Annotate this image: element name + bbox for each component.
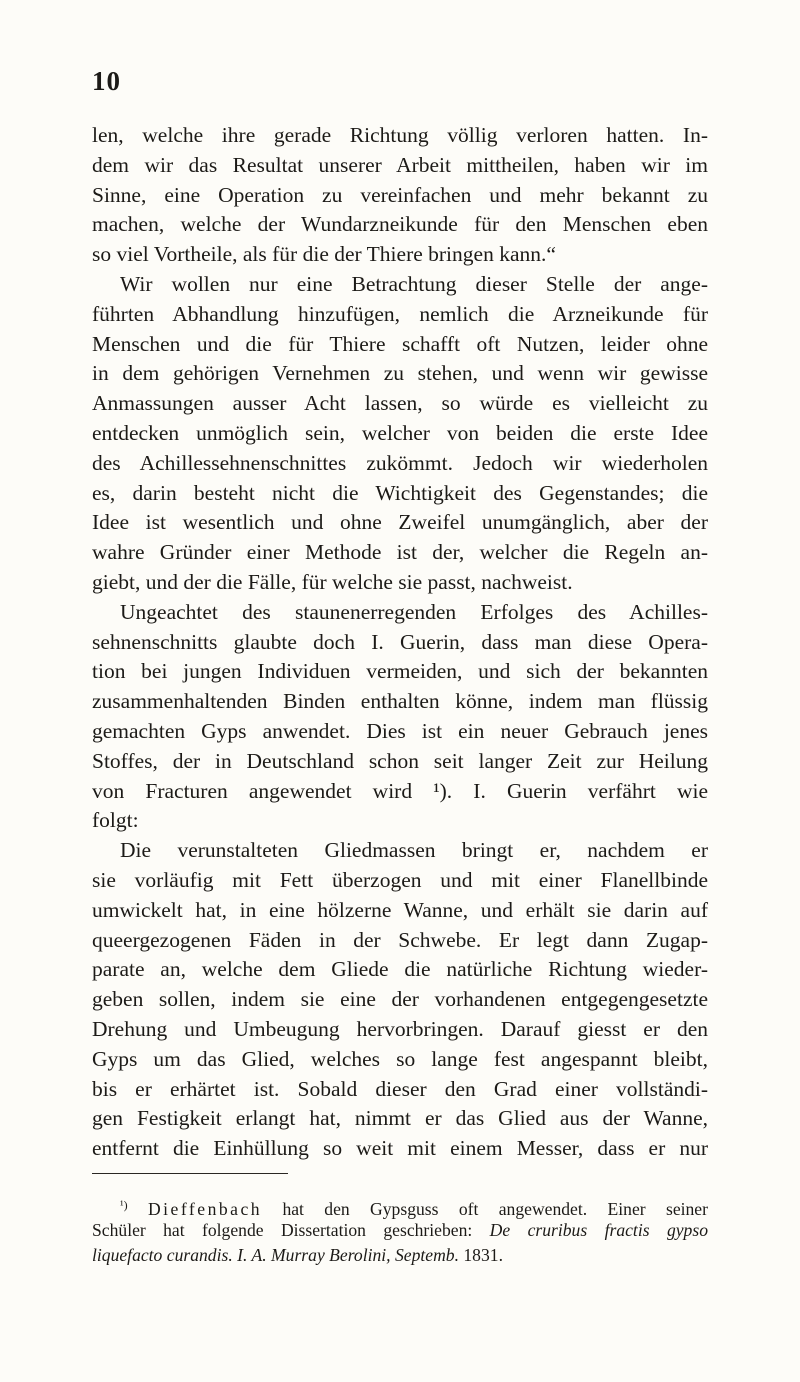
text-line-24: folgt: [92,808,139,833]
footnote [92,1193,708,1268]
footnote-year: 1831. [463,1245,503,1265]
text-line-8: Menschen und die für Thiere schafft oft Nutzen, leider ohne [92,331,708,356]
text-line-14: Idee ist wesentlich und ohne Zweifel unumgänglich, aber der [92,510,708,535]
text-line-29: parate an, welche dem Gliede die natürliche Richtung wieder- [92,957,708,982]
text-line-22: Stoffes, der in Deutschland schon seit langer Zeit zur Heilung [92,748,708,773]
text-line-23: von Fracturen angewendet wird ¹). I. Guerin verfährt wie [92,778,708,803]
text-line-7: führten Abhandlung hinzufügen, nemlich die Arzneikunde für [92,301,708,326]
text-line-34: gen Festigkeit erlangt hat, nimmt er das Glied aus der Wanne, [92,1106,708,1131]
footnote-author: Dieffenbach [147,1199,263,1219]
footnote-divider [92,1173,288,1174]
text-line-18: sehnenschnitts glaubte doch I. Guerin, dass man diese Opera- [92,629,708,654]
text-line-13: es, darin besteht nicht die Wichtigkeit des Gegenstandes; die [92,480,708,505]
text-line-1: len, welche ihre gerade Richtung völlig verloren hatten. In- [92,123,708,147]
text-line-2: dem wir das Resultat unserer Arbeit mittheilen, haben wir im [92,152,708,177]
text-line-30: geben sollen, indem sie eine der vorhandenen entgegengesetzte [92,987,708,1012]
text-line-25: Die verunstalteten Gliedmassen bringt er, nachdem er [120,838,708,863]
text-line-26: sie vorläufig mit Fett überzogen und mit einer Flanellbinde [92,867,708,892]
text-line-20: zusammenhaltenden Binden enthalten könne, indem man flüssig [92,689,708,714]
footnote-line-1-text: hat den Gypsguss oft angewendet. Einer seiner [282,1199,708,1219]
text-line-17: Ungeachtet des staunenerregenden Erfolges des Achilles- [120,599,708,624]
footnote-line-3 [92,1243,708,1268]
text-line-3: Sinne, eine Operation zu vereinfachen und mehr bekannt zu [92,182,708,207]
footnote-line-2-text: Schüler hat folgende Dissertation geschrieben: [92,1220,473,1240]
text-line-5: so viel Vortheile, als für die der Thiere bringen kann.“ [92,242,556,267]
text-line-28: queergezogenen Fäden in der Schwebe. Er legt dann Zugap- [92,927,708,952]
text-line-19: tion bei jungen Individuen vermeiden, und sich der bekannten [92,659,708,684]
text-line-27: umwickelt hat, in eine hölzerne Wanne, und erhält sie darin auf [92,897,708,922]
text-line-4: machen, welche der Wundarzneikunde für den Menschen eben [92,212,708,237]
text-line-33: bis er erhärtet ist. Sobald dieser den Grad einer vollständi- [92,1076,708,1101]
footnote-line-1 [92,1193,708,1218]
text-line-9: in dem gehörigen Vernehmen zu stehen, und wenn wir gewisse [92,361,708,386]
footnote-dissertation-citation: liquefacto curandis. I. A. Murray Berolini, Septemb. [92,1245,459,1265]
text-line-32: Gyps um das Glied, welches so lange fest angespannt bleibt, [92,1046,708,1071]
body-text [92,121,708,1164]
text-line-16: giebt, und der die Fälle, für welche sie passt, nachweist. [92,569,573,594]
text-line-15: wahre Gründer einer Methode ist der, welcher die Regeln an- [92,540,708,565]
text-line-11: entdecken unmöglich sein, welcher von beiden die erste Idee [92,420,708,445]
footnote-dissertation-title: De cruribus fractis gypso [489,1220,708,1240]
text-line-12: des Achillessehnenschnittes zukömmt. Jedoch wir wiederholen [92,450,708,475]
footnote-line-2 [92,1218,708,1243]
text-line-6: Wir wollen nur eine Betrachtung dieser Stelle der ange- [120,271,708,296]
text-line-10: Anmassungen ausser Acht lassen, so würde es vielleicht zu [92,391,708,416]
text-line-35: entfernt die Einhüllung so weit mit einem Messer, dass er nur [92,1136,708,1161]
text-line-31: Drehung und Umbeugung hervorbringen. Darauf giesst er den [92,1016,708,1041]
footnote-marker: ¹) [120,1198,128,1212]
page-number: 10 [92,66,121,96]
text-line-21: gemachten Gyps anwendet. Dies ist ein neuer Gebrauch jenes [92,718,708,743]
